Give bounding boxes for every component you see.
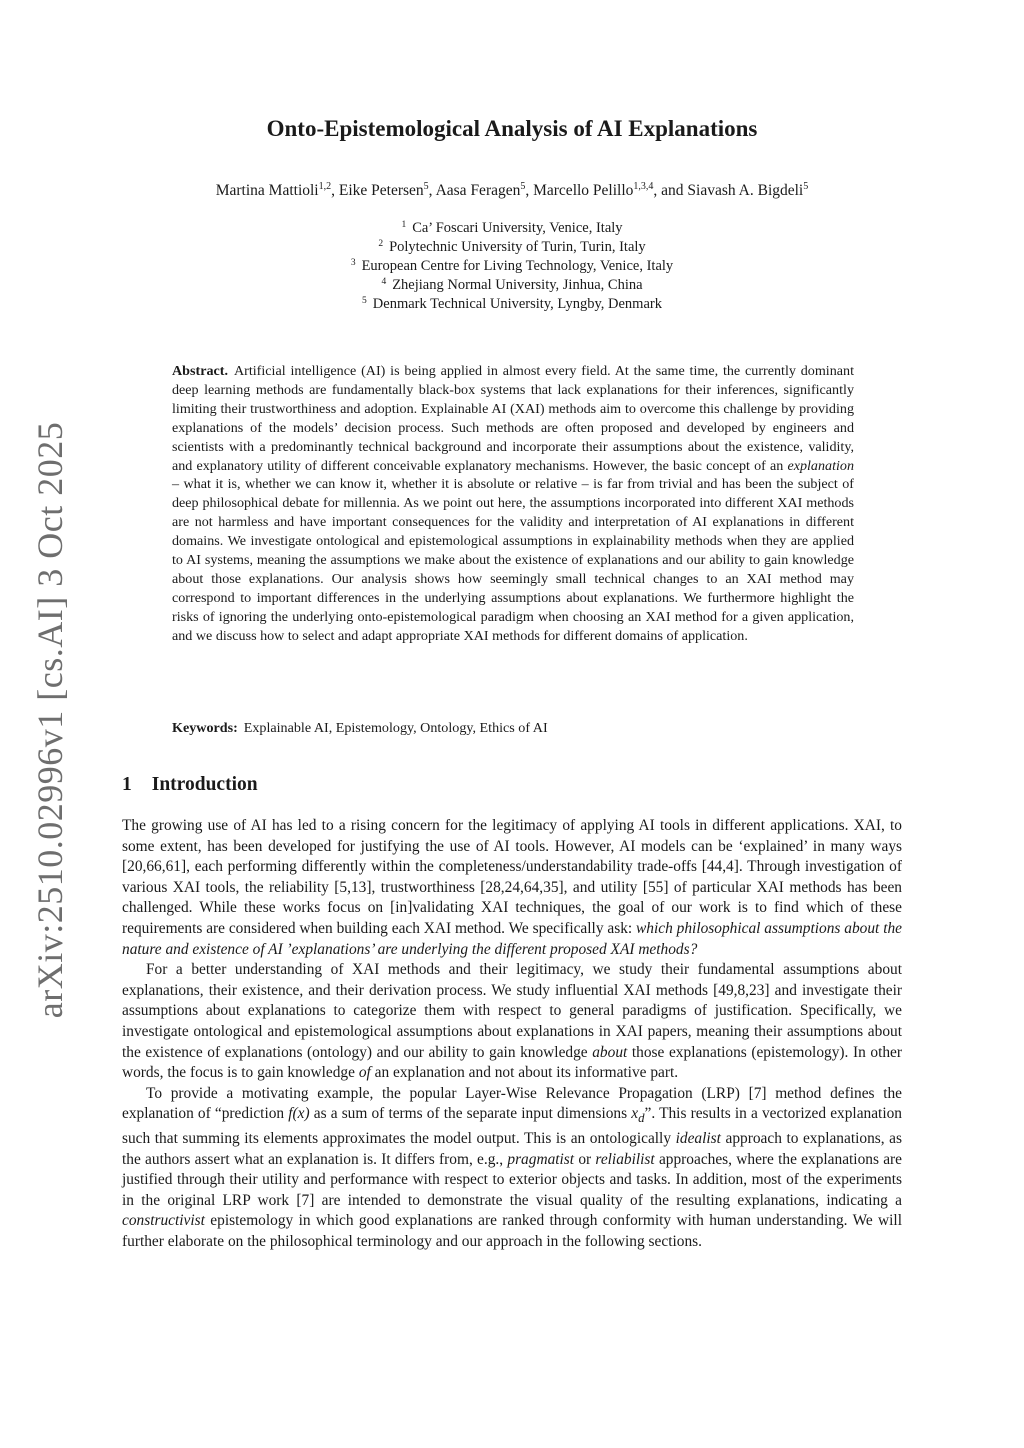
paragraph-emphasis: constructivist bbox=[122, 1212, 205, 1230]
affiliation-text: Denmark Technical University, Lyngby, Denmark bbox=[372, 296, 662, 312]
affiliation-text: Polytechnic University of Turin, Turin, Italy bbox=[389, 239, 646, 255]
arxiv-identifier: arXiv:2510.02996v1 [cs.AI] 3 Oct 2025 bbox=[30, 421, 70, 1019]
affiliation-number: 3 bbox=[350, 258, 356, 268]
paragraph-text: ”. This results in a vectorized explanation such that summing its elements approximates the model output. This is an ontologically bbox=[122, 1105, 902, 1147]
paragraph-text: approaches, where the explanations are justified through their utility and performance with respect to exterior objects and tasks. In addition, most of the experiments in the original LRP work [7] are intended to demonstrate the visual quality of the resulting explanations, indicating a bbox=[122, 1150, 902, 1209]
paragraph-text: epistemology in which good explanations are ranked through conformity with human understanding. We will further elaborate on the philosophical terminology and our approach in the following sections. bbox=[122, 1212, 902, 1250]
author-affiliation-marker: 5 bbox=[803, 181, 809, 192]
author-name: Aasa Feragen bbox=[435, 182, 521, 199]
abstract-text: – what it is, whether we can know it, whether it is absolute or relative – is far from trivial and has been the subject of deep philosophical debate for millennia. As we point out here, the assumptions incorporated into different XAI methods are not harmless and have important consequences for the validity and interpretation of AI explanations in different domains. We investigate ontological and epistemological assumptions in explainability methods when they are applied to AI systems, meaning the assumptions we make about the existence of explanations and our ability to gain knowledge about those explanations. Our analysis shows how seemingly small technical changes to an XAI method may correspond to important differences in the underlying assumptions about explanations. We furthermore highlight the risks of ignoring the underlying onto-epistemological paradigm when choosing an XAI method for a given application, and we discuss how to select and adapt appropriate XAI methods for different domains of application. bbox=[172, 476, 854, 644]
abstract-text: Artificial intelligence (AI) is being applied in almost every field. At the same time, the currently dominant deep learning methods are fundamentally black-box systems that lack explanations for their inferences, significantly limiting their trustworthiness and adoption. Explainable AI (XAI) methods aim to overcome this challenge by providing explanations of the models’ decision process. Such methods are often proposed and developed by engineers and scientists with a predominantly technical background and incorporate their assumptions about the existence, validity, and explanatory utility of different conceivable explanatory mechanisms. However, the basic concept of an bbox=[172, 363, 854, 474]
math-expression: f(x) bbox=[288, 1105, 310, 1123]
paragraph bbox=[122, 960, 902, 1084]
author-name: Siavash A. Bigdeli bbox=[687, 182, 804, 199]
affiliation-text: Ca’ Foscari University, Venice, Italy bbox=[412, 220, 623, 236]
author-affiliation-marker: 5 bbox=[423, 181, 429, 192]
affiliation-number: 4 bbox=[381, 277, 387, 287]
affiliation-list bbox=[200, 219, 824, 314]
affiliation bbox=[200, 295, 824, 314]
paragraph bbox=[122, 1084, 902, 1253]
math-expression bbox=[631, 1105, 645, 1126]
author-name: Eike Petersen bbox=[338, 182, 424, 199]
paragraph-text: The growing use of AI has led to a rising concern for the legitimacy of applying AI tools in different applications. XAI, to some extent, has been developed for justifying the use of AI tools. However, AI models can be ‘explained’ in many ways [20,66,61], each performing differently within the completeness/understandability trade-offs [44,4]. Through investigation of various XAI tools, the reliability [5,13], trustworthiness [28,24,64,35], and utility [55] of particular XAI methods has been challenged. While these works focus on [in]validating XAI techniques, the goal of our work is to find which of these requirements are considered when building each XAI method. We specifically ask: bbox=[122, 817, 902, 937]
author-name: Martina Mattioli bbox=[215, 182, 319, 199]
paragraph-text: as a sum of terms of the separate input dimensions bbox=[309, 1105, 632, 1123]
author-list bbox=[100, 182, 924, 200]
keywords bbox=[172, 720, 854, 737]
author-separator: , and bbox=[653, 182, 688, 199]
keywords-text: Explainable AI, Epistemology, Ontology, Ethics of AI bbox=[243, 720, 548, 736]
paragraph-text: an explanation and not about its informative part. bbox=[370, 1064, 679, 1082]
abstract bbox=[172, 362, 854, 646]
author-affiliation-marker: 5 bbox=[520, 181, 526, 192]
paragraph-emphasis: about bbox=[592, 1043, 628, 1061]
affiliation-text: European Centre for Living Technology, Venice, Italy bbox=[361, 258, 674, 274]
author-separator: , bbox=[331, 182, 339, 199]
paragraph-text: those explanations (epistemology). In other words, the focus is to gain knowledge bbox=[122, 1043, 903, 1082]
affiliation bbox=[200, 257, 824, 276]
research-question: which philosophical assumptions about the nature and existence of AI ’explanations’ are underlying the different proposed XAI methods? bbox=[122, 919, 902, 958]
paragraph-text: approach to explanations, as the authors assert what an explanation is. It differs from, e.g., bbox=[122, 1129, 902, 1168]
paragraph-emphasis: reliabilist bbox=[595, 1150, 655, 1168]
affiliation-number: 5 bbox=[362, 296, 367, 306]
affiliation-text: Zhejiang Normal University, Jinhua, China bbox=[392, 277, 643, 293]
body-text bbox=[122, 816, 902, 1253]
abstract-emphasis: explanation bbox=[787, 457, 854, 474]
section-heading bbox=[122, 774, 258, 796]
paragraph-emphasis: pragmatist bbox=[507, 1150, 575, 1168]
paragraph-emphasis: idealist bbox=[675, 1129, 721, 1147]
paragraph-emphasis: of bbox=[358, 1064, 371, 1082]
section-title: Introduction bbox=[151, 774, 258, 795]
section-number: 1 bbox=[122, 774, 132, 795]
affiliation-number: 1 bbox=[401, 220, 407, 230]
author-separator: , bbox=[428, 182, 436, 199]
affiliation-number: 2 bbox=[378, 239, 384, 249]
paragraph bbox=[122, 816, 902, 960]
paragraph-text: For a better understanding of XAI methods and their legitimacy, we study their fundamental assumptions about explanations, their existence, and their derivation process. We study influential XAI methods [49,8,23] and investigate their assumptions about explanations to categorize them with respect to general paradigms of justification. Specifically, we investigate ontological and epistemological assumptions about explanations in XAI papers, meaning their assumptions about the existence of explanations (ontology) and our ability to gain knowledge bbox=[122, 961, 902, 1061]
math-subscript: d bbox=[638, 1111, 645, 1126]
author-affiliation-marker: 1,3,4 bbox=[633, 181, 654, 192]
math-symbol: x bbox=[631, 1105, 639, 1123]
author-name: Marcello Pelillo bbox=[533, 182, 634, 199]
author-separator: , bbox=[525, 182, 534, 199]
affiliation bbox=[200, 276, 824, 295]
author-affiliation-marker: 1,2 bbox=[318, 181, 332, 192]
paragraph-text: To provide a motivating example, the popular Layer-Wise Relevance Propagation (LRP) [7] method defines the explanation of “prediction bbox=[122, 1084, 902, 1123]
paper-title: Onto-Epistemological Analysis of AI Explanations bbox=[266, 116, 758, 141]
paragraph-text: or bbox=[574, 1150, 596, 1168]
abstract-label: Abstract. bbox=[172, 363, 228, 379]
affiliation bbox=[200, 219, 824, 238]
affiliation bbox=[200, 238, 824, 257]
keywords-label: Keywords: bbox=[172, 720, 238, 736]
